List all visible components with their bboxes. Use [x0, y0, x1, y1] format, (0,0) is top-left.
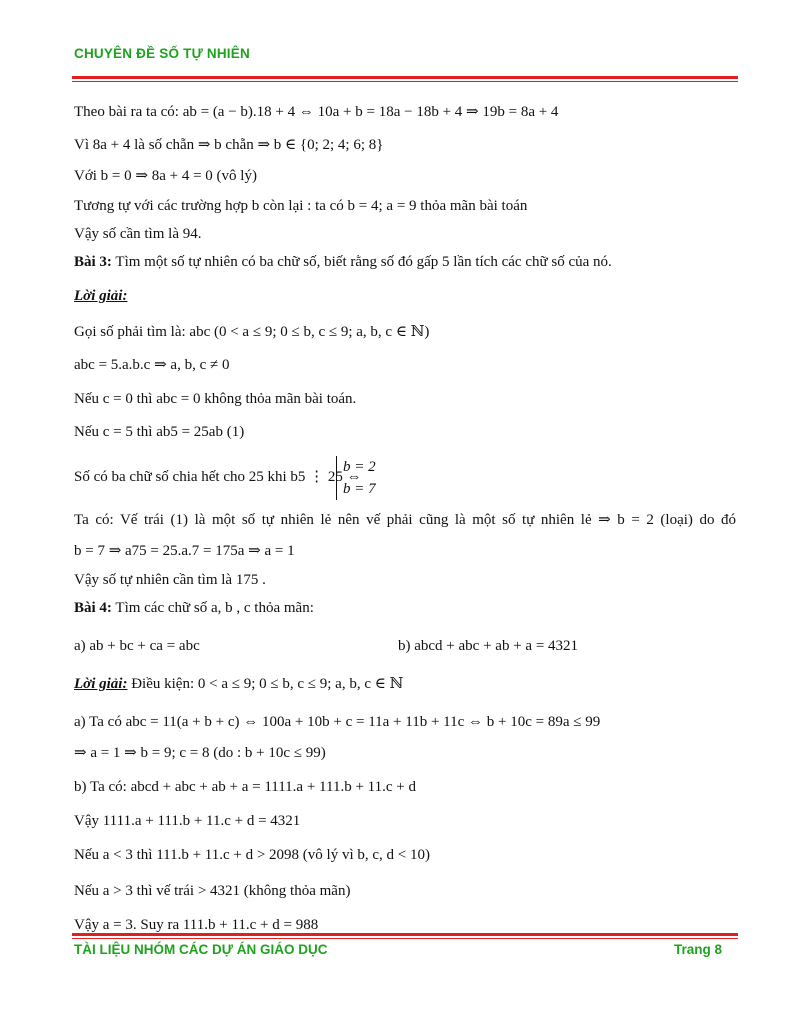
text-line-8: abc = 5.a.b.c ⇒ a, b, c ≠ 0 [74, 357, 230, 373]
text-line-9: Nếu c = 0 thì abc = 0 không thỏa mãn bài toán. [74, 391, 357, 407]
text-line-12: Ta có: Vế trái (1) là một số tự nhiên lẻ nên vế phải cũng là một số tự nhiên lẻ ⇒ b = 2 (loại) do đó [74, 512, 736, 528]
problem-3-label: Bài 3: [74, 254, 112, 270]
problem-4a: a) ab + bc + ca = abc [74, 638, 200, 654]
footer-title: TÀI LIỆU NHÓM CÁC DỰ ÁN GIÁO DỤC [74, 942, 328, 957]
page-number: Trang 8 [673, 942, 722, 957]
solution-heading-2 [74, 674, 736, 694]
solution-heading [74, 286, 736, 306]
text-line-21: Vậy 1111.a + 111.b + 11.c + d = 4321 [74, 813, 301, 829]
text-line-4: Tương tự với các trường hợp b còn lại : ta có b = 4; a = 9 thỏa mãn bài toán [74, 198, 528, 214]
page-header-title: CHUYÊN ĐỀ SỐ TỰ NHIÊN [74, 46, 250, 61]
text-line-1: Theo bài ra ta có: ab = (a − b).18 + 4 ⇔ 10a + b = 18a − 18b + 4 ⇒ 19b = 8a + 4 [74, 104, 559, 120]
header-rule-thin [72, 81, 738, 82]
header-rule [72, 76, 738, 79]
text-line-20: b) Ta có: abcd + abc + ab + a = 1111.a + 111.b + 11.c + d [74, 779, 416, 795]
solution-conditions: Điều kiện: 0 < a ≤ 9; 0 ≤ b, c ≤ 9; a, b, c ∈ ℕ [127, 676, 404, 692]
problem-4-text: Tìm các chữ số a, b , c thỏa mãn: [111, 600, 314, 616]
text-line-10: Nếu c = 5 thì ab5 = 25ab (1) [74, 424, 245, 440]
text-line-5: Vậy số cần tìm là 94. [74, 226, 202, 242]
text-line-3: Với b = 0 ⇒ 8a + 4 = 0 (vô lý) [74, 168, 257, 184]
solution-label-2: Lời giải: [74, 676, 128, 692]
text-line-13: b = 7 ⇒ a75 = 25.a.7 = 175a ⇒ a = 1 [74, 543, 295, 559]
text-line-7: Gọi số phải tìm là: abc (0 < a ≤ 9; 0 ≤ b, c ≤ 9; a, b, c ∈ ℕ) [74, 324, 430, 340]
text-line-24: Vậy a = 3. Suy ra 111.b + 11.c + d = 988 [74, 917, 319, 933]
problem-3-text: Tìm một số tự nhiên có ba chữ số, biết rằng số đó gấp 5 lần tích các chữ số của nó. [111, 254, 612, 270]
problem-4b: b) abcd + abc + ab + a = 4321 [398, 638, 579, 654]
problem-3 [74, 252, 736, 272]
case-system [336, 456, 376, 500]
footer-rule [72, 933, 738, 936]
text-line-11: Số có ba chữ số chia hết cho 25 khi b5 ⋮ 25 ⇔ [74, 469, 362, 485]
problem-4-label: Bài 4: [74, 600, 112, 616]
text-line-22: Nếu a < 3 thì 111.b + 11.c + d > 2098 (vô lý vì b, c, d < 10) [74, 847, 431, 863]
solution-label: Lời giải: [74, 288, 128, 304]
text-line-14: Vậy số tự nhiên cần tìm là 175 . [74, 572, 266, 588]
text-line-23: Nếu a > 3 thì vế trái > 4321 (không thỏa mãn) [74, 883, 351, 899]
footer-rule-thin [72, 938, 738, 939]
problem-4 [74, 598, 736, 618]
text-line-2: Vì 8a + 4 là số chẵn ⇒ b chẵn ⇒ b ∈ {0; 2; 4; 6; 8} [74, 137, 384, 153]
text-line-19: ⇒ a = 1 ⇒ b = 9; c = 8 (do : b + 10c ≤ 99) [74, 745, 326, 761]
case-b-7: b = 7 [343, 481, 376, 497]
text-line-18: a) Ta có abc = 11(a + b + c) ⇔ 100a + 10b + c = 11a + 11b + 11c ⇔ b + 10c = 89a ≤ 99 [74, 714, 601, 730]
case-b-2: b = 2 [343, 459, 376, 475]
